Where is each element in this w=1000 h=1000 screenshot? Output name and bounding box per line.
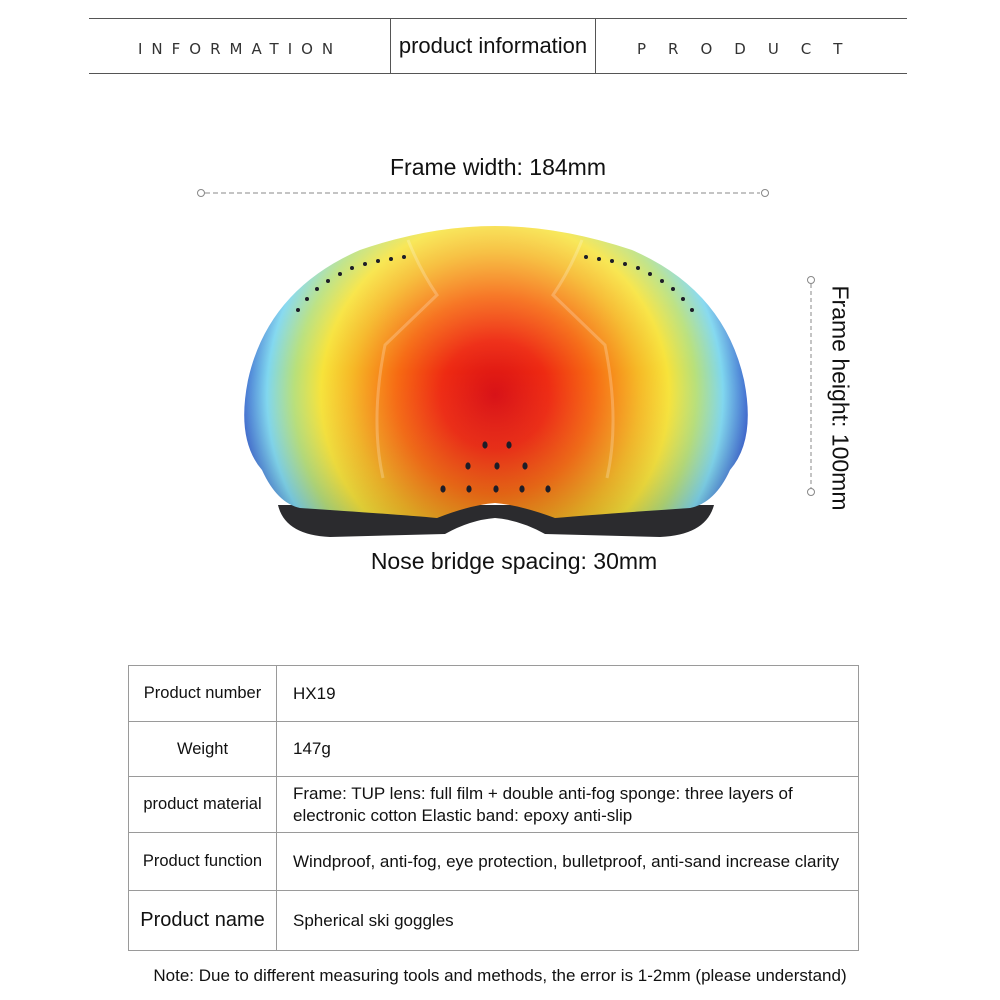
spec-label: Product function (129, 833, 277, 891)
table-row (129, 833, 859, 891)
frame-width-endpoint-left (198, 190, 205, 197)
header-information-label: INFORMATION (138, 40, 343, 58)
nose-bridge-label: Nose bridge spacing: 30mm (370, 548, 658, 574)
table-row (129, 722, 859, 777)
spec-value: Spherical ski goggles (277, 891, 859, 951)
frame-height-endpoint-bottom (808, 489, 815, 496)
frame-width-label: Frame width: 184mm (389, 154, 606, 180)
spec-label: Product name (129, 891, 277, 951)
frame-width-endpoint-right (762, 190, 769, 197)
spec-label: Product number (129, 666, 277, 722)
measurement-note: Note: Due to different measuring tools and methods, the error is 1-2mm (please understand) (153, 966, 847, 985)
spec-value: 147g (277, 722, 859, 777)
table-row (129, 666, 859, 722)
spec-label: Weight (129, 722, 277, 777)
spec-value: Frame: TUP lens: full film + double anti-fog sponge: three layers of electronic cotton Elastic band: epoxy anti-slip (277, 777, 859, 833)
spec-label: product material (129, 777, 277, 833)
spec-value: HX19 (277, 666, 859, 722)
frame-height-endpoint-top (808, 277, 815, 284)
table-row (129, 891, 859, 951)
frame-height-label: Frame height: 100mm (827, 285, 854, 511)
spec-value: Windproof, anti-fog, eye protection, bulletproof, anti-sand increase clarity (277, 833, 859, 891)
header-title: product information (398, 33, 588, 58)
header-product-label: PRODUCT (637, 40, 865, 58)
specification-table (128, 665, 859, 951)
table-row (129, 777, 859, 833)
